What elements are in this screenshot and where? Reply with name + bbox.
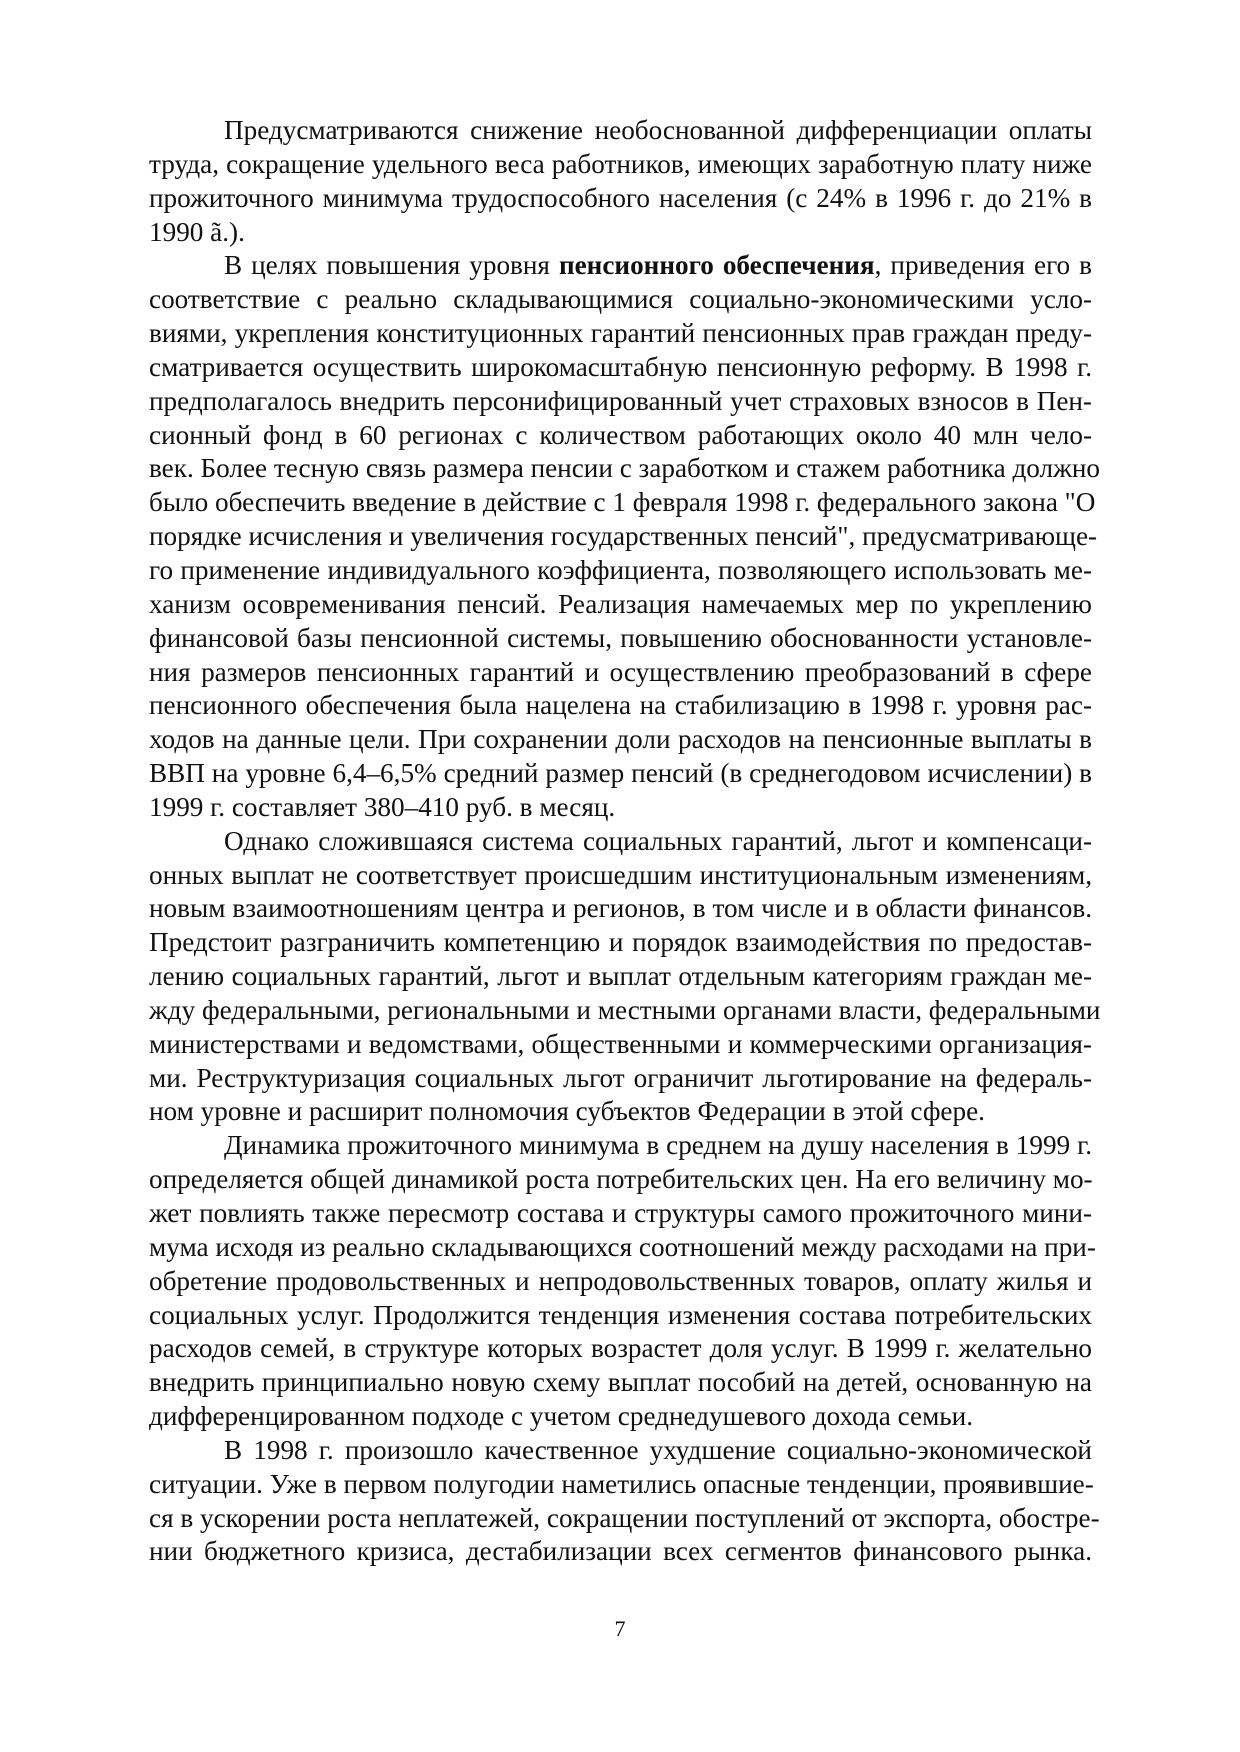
text-line: ном уровне и расширит полномочия субъектов Федерации в этой сфере. — [149, 1096, 985, 1127]
text-line: финансовой базы пенсионной системы, повышению обоснованности установле- — [149, 622, 1092, 653]
text-line: ханизм осовременивания пенсий. Реализация намечаемых мер по укреплению — [149, 588, 1092, 619]
text-line: онных выплат не соответствует происшедшим институциональным изменениям, — [149, 859, 1092, 890]
text-line: дифференцированном подходе с учетом среднедушевого дохода семьи. — [149, 1401, 974, 1432]
text-line: ходов на данные цели. При сохранении доли расходов на пенсионные выплаты в — [149, 724, 1092, 755]
text-line: обретение продовольственных и непродовольственных товаров, оплату жилья и — [149, 1265, 1092, 1296]
text-line: пенсионного обеспечения была нацелена на стабилизацию в 1998 г. уровня рас- — [149, 690, 1092, 721]
text-line: определяется общей динамикой роста потребительских цен. На его величину мо- — [149, 1164, 1093, 1195]
text-line: виями, укрепления конституционных гарантий пенсионных прав граждан преду- — [149, 318, 1092, 349]
page-number: 7 — [614, 1616, 626, 1641]
text-line: 1990 ã.). — [149, 216, 245, 247]
text-line: сматривается осуществить широкомасштабную пенсионную реформу. В 1998 г. — [149, 351, 1092, 382]
text-line: социальных услуг. Продолжится тенденция изменения состава потребительских — [149, 1299, 1092, 1330]
paragraph — [149, 1129, 1096, 1434]
paragraph — [149, 114, 1092, 249]
text-line: Динамика прожиточного минимума в среднем на душу населения в 1999 г. — [224, 1130, 1092, 1161]
text-line: министерствами и ведомствами, общественными и коммерческими организация- — [149, 1028, 1092, 1059]
text-line: мума исходя из реально складывающихся соотношений между расходами на при- — [149, 1231, 1096, 1262]
text-line: Предусматриваются снижение необоснованной дифференциации оплаты — [224, 115, 1092, 145]
text-line: жет повлиять также пересмотр состава и структуры самого прожиточного мини- — [149, 1198, 1092, 1228]
text-line: Предстоит разграничить компетенцию и порядок взаимодействия по предостав- — [149, 927, 1092, 958]
text-line: лению социальных гарантий, льгот и выплат отдельным категориям граждан ме- — [149, 961, 1092, 992]
text-line: жду федеральными, региональными и местными органами власти, федеральными — [149, 994, 1101, 1025]
text-line: было обеспечить введение в действие с 1 февраля 1998 г. федерального закона "О — [149, 487, 1096, 518]
text-line: 1999 г. составляет 380–410 руб. в месяц. — [149, 791, 616, 822]
text-line: соответствие с реально складывающимися социально-экономическими усло- — [149, 284, 1092, 315]
text-line: ся в ускорении роста неплатежей, сокращении поступлений от экспорта, обостре- — [149, 1502, 1100, 1533]
text-line: предполагалось внедрить персонифицированный учет страховых взносов в Пен- — [149, 385, 1092, 416]
text-line: Однако сложившаяся система социальных гарантий, льгот и компенсаци- — [224, 825, 1092, 856]
paragraph — [149, 1434, 1100, 1569]
text-line: труда, сокращение удельного веса работников, имеющих заработную плату ниже — [149, 148, 1092, 179]
text-line: ми. Реструктуризация социальных льгот ограничит льготирование на федераль- — [149, 1062, 1092, 1093]
text-line: расходов семей, в структуре которых возрастет доля услуг. В 1999 г. желательно — [149, 1333, 1092, 1364]
text-line: В целях повышения уровня пенсионного обеспечения, приведения его в — [224, 250, 1092, 281]
text-line: го применение индивидуального коэффициента, позволяющего использовать ме- — [149, 554, 1092, 585]
text-line: новым взаимоотношениям центра и регионов, в том числе и в области финансов. — [149, 893, 1092, 924]
text-line: век. Более тесную связь размера пенсии с заработком и стажем работника должно — [149, 453, 1101, 484]
text-line: ВВП на уровне 6,4–6,5% средний размер пенсий (в среднегодовом исчислении) в — [149, 758, 1092, 789]
text-line: нии бюджетного кризиса, дестабилизации всех сегментов финансового рынка. — [149, 1536, 1092, 1567]
paragraph — [149, 825, 1101, 1130]
paragraph — [149, 249, 1101, 824]
text-line: ситуации. Уже в первом полугодии наметились опасные тенденции, проявившие- — [149, 1468, 1094, 1499]
text-line: прожиточного минимума трудоспособного населения (с 24% в 1996 г. до 21% в — [149, 182, 1092, 213]
text-line: ния размеров пенсионных гарантий и осуществлению преобразований в сфере — [149, 656, 1092, 687]
text-line: порядке исчисления и увеличения государственных пенсий", предусматривающе- — [149, 521, 1098, 552]
text-line: сионный фонд в 60 регионах с количеством работающих около 40 млн чело- — [149, 419, 1092, 450]
text-line: В 1998 г. произошло качественное ухудшение социально-экономической — [224, 1434, 1092, 1465]
body-text — [149, 114, 1101, 1569]
text-line: внедрить принципиально новую схему выплат пособий на детей, основанную на — [149, 1367, 1092, 1398]
